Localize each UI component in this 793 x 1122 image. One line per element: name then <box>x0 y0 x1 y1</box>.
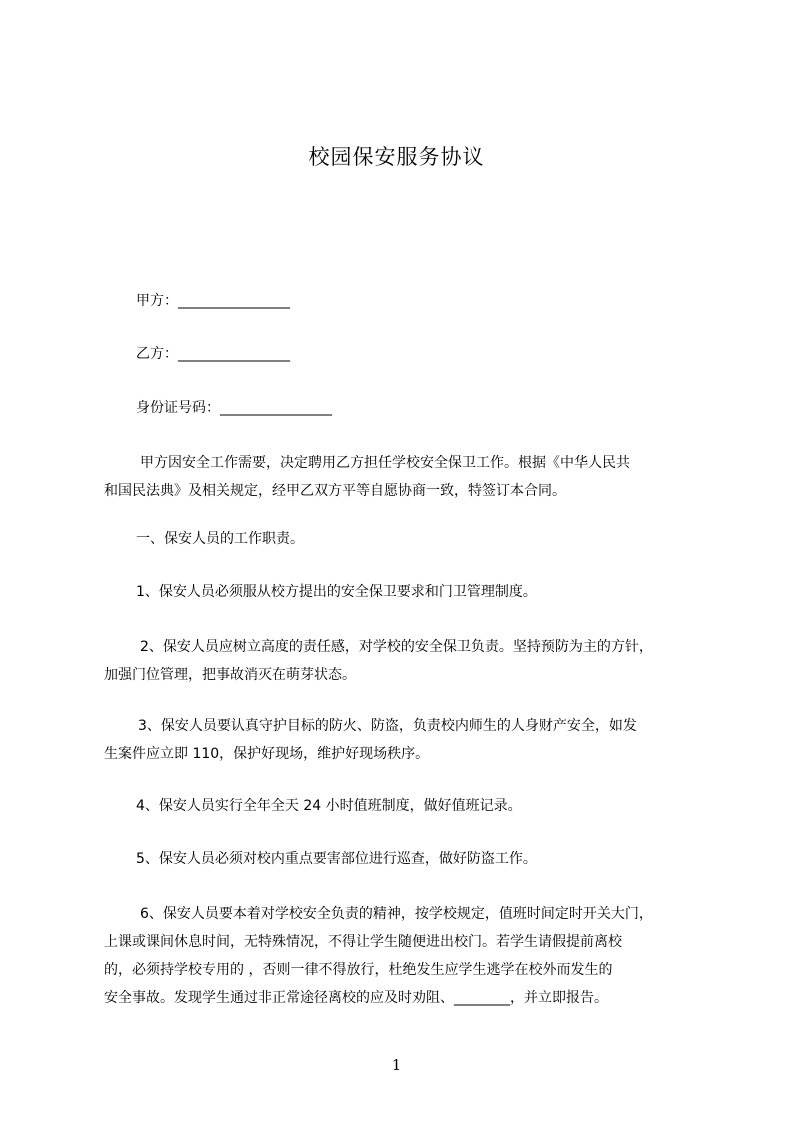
clause-1 <box>136 578 537 606</box>
intro-line: 甲方因安全工作需要，决定聘用乙方担任学校安全保卫工作。根据《中华人民共 <box>140 455 630 471</box>
clause-line: 6、保安人员要本着对学校安全负责的精神，按学校规定，值班时间定时开关大门， <box>140 906 653 922</box>
clause-line: 的，必须持学校专用的 ，否则一律不得放行，杜绝发生应学生逃学在校外而发生的 <box>104 962 613 978</box>
clause-line: 3、保安人员要认真守护目标的防火、防盗，负责校内师生的人身财产安全，如发 <box>138 718 637 734</box>
clause-line: 安全事故。发现学生通过非正常途径离校的应及时劝阻、________，并立即报告。 <box>104 990 608 1006</box>
clause-line: 上课或课间休息时间，无特殊情况，不得让学生随便进出校门。若学生请假提前离校 <box>104 934 622 950</box>
clause-5 <box>136 845 537 873</box>
intro-paragraph <box>104 449 630 505</box>
page-number: 1 <box>391 1056 402 1074</box>
clause-line: 加强门位管理，把事故消灭在萌芽状态。 <box>104 667 356 683</box>
clause-line: 1、保安人员必须服从校方提出的安全保卫要求和门卫管理制度。 <box>136 584 537 600</box>
section-heading <box>136 525 304 553</box>
clause-line: 5、保安人员必须对校内重点要害部位进行巡查，做好防盗工作。 <box>136 851 537 867</box>
clause-2 <box>104 633 653 689</box>
party-a-field: 甲方：________________ <box>136 293 290 309</box>
clause-4 <box>136 792 522 820</box>
intro-line: 和国民法典》及相关规定，经甲乙双方平等自愿协商一致，特签订本合同。 <box>104 483 566 499</box>
clause-line: 2、保安人员应树立高度的责任感，对学校的安全保卫负责。坚持预防为主的方针， <box>140 639 653 655</box>
party-b-field: 乙方：________________ <box>136 346 290 362</box>
document-title: 校园保安服务协议 <box>308 145 485 169</box>
clause-6 <box>104 900 653 1012</box>
id-number-field: 身份证号码：________________ <box>136 400 332 416</box>
clause-line: 生案件应立即 110，保护好现场，维护好现场秩序。 <box>104 746 430 762</box>
section-heading-text: 一、保安人员的工作职责。 <box>136 531 304 547</box>
clause-3 <box>104 712 637 768</box>
clause-line: 4、保安人员实行全年全天 24 小时值班制度，做好值班记录。 <box>136 798 522 814</box>
